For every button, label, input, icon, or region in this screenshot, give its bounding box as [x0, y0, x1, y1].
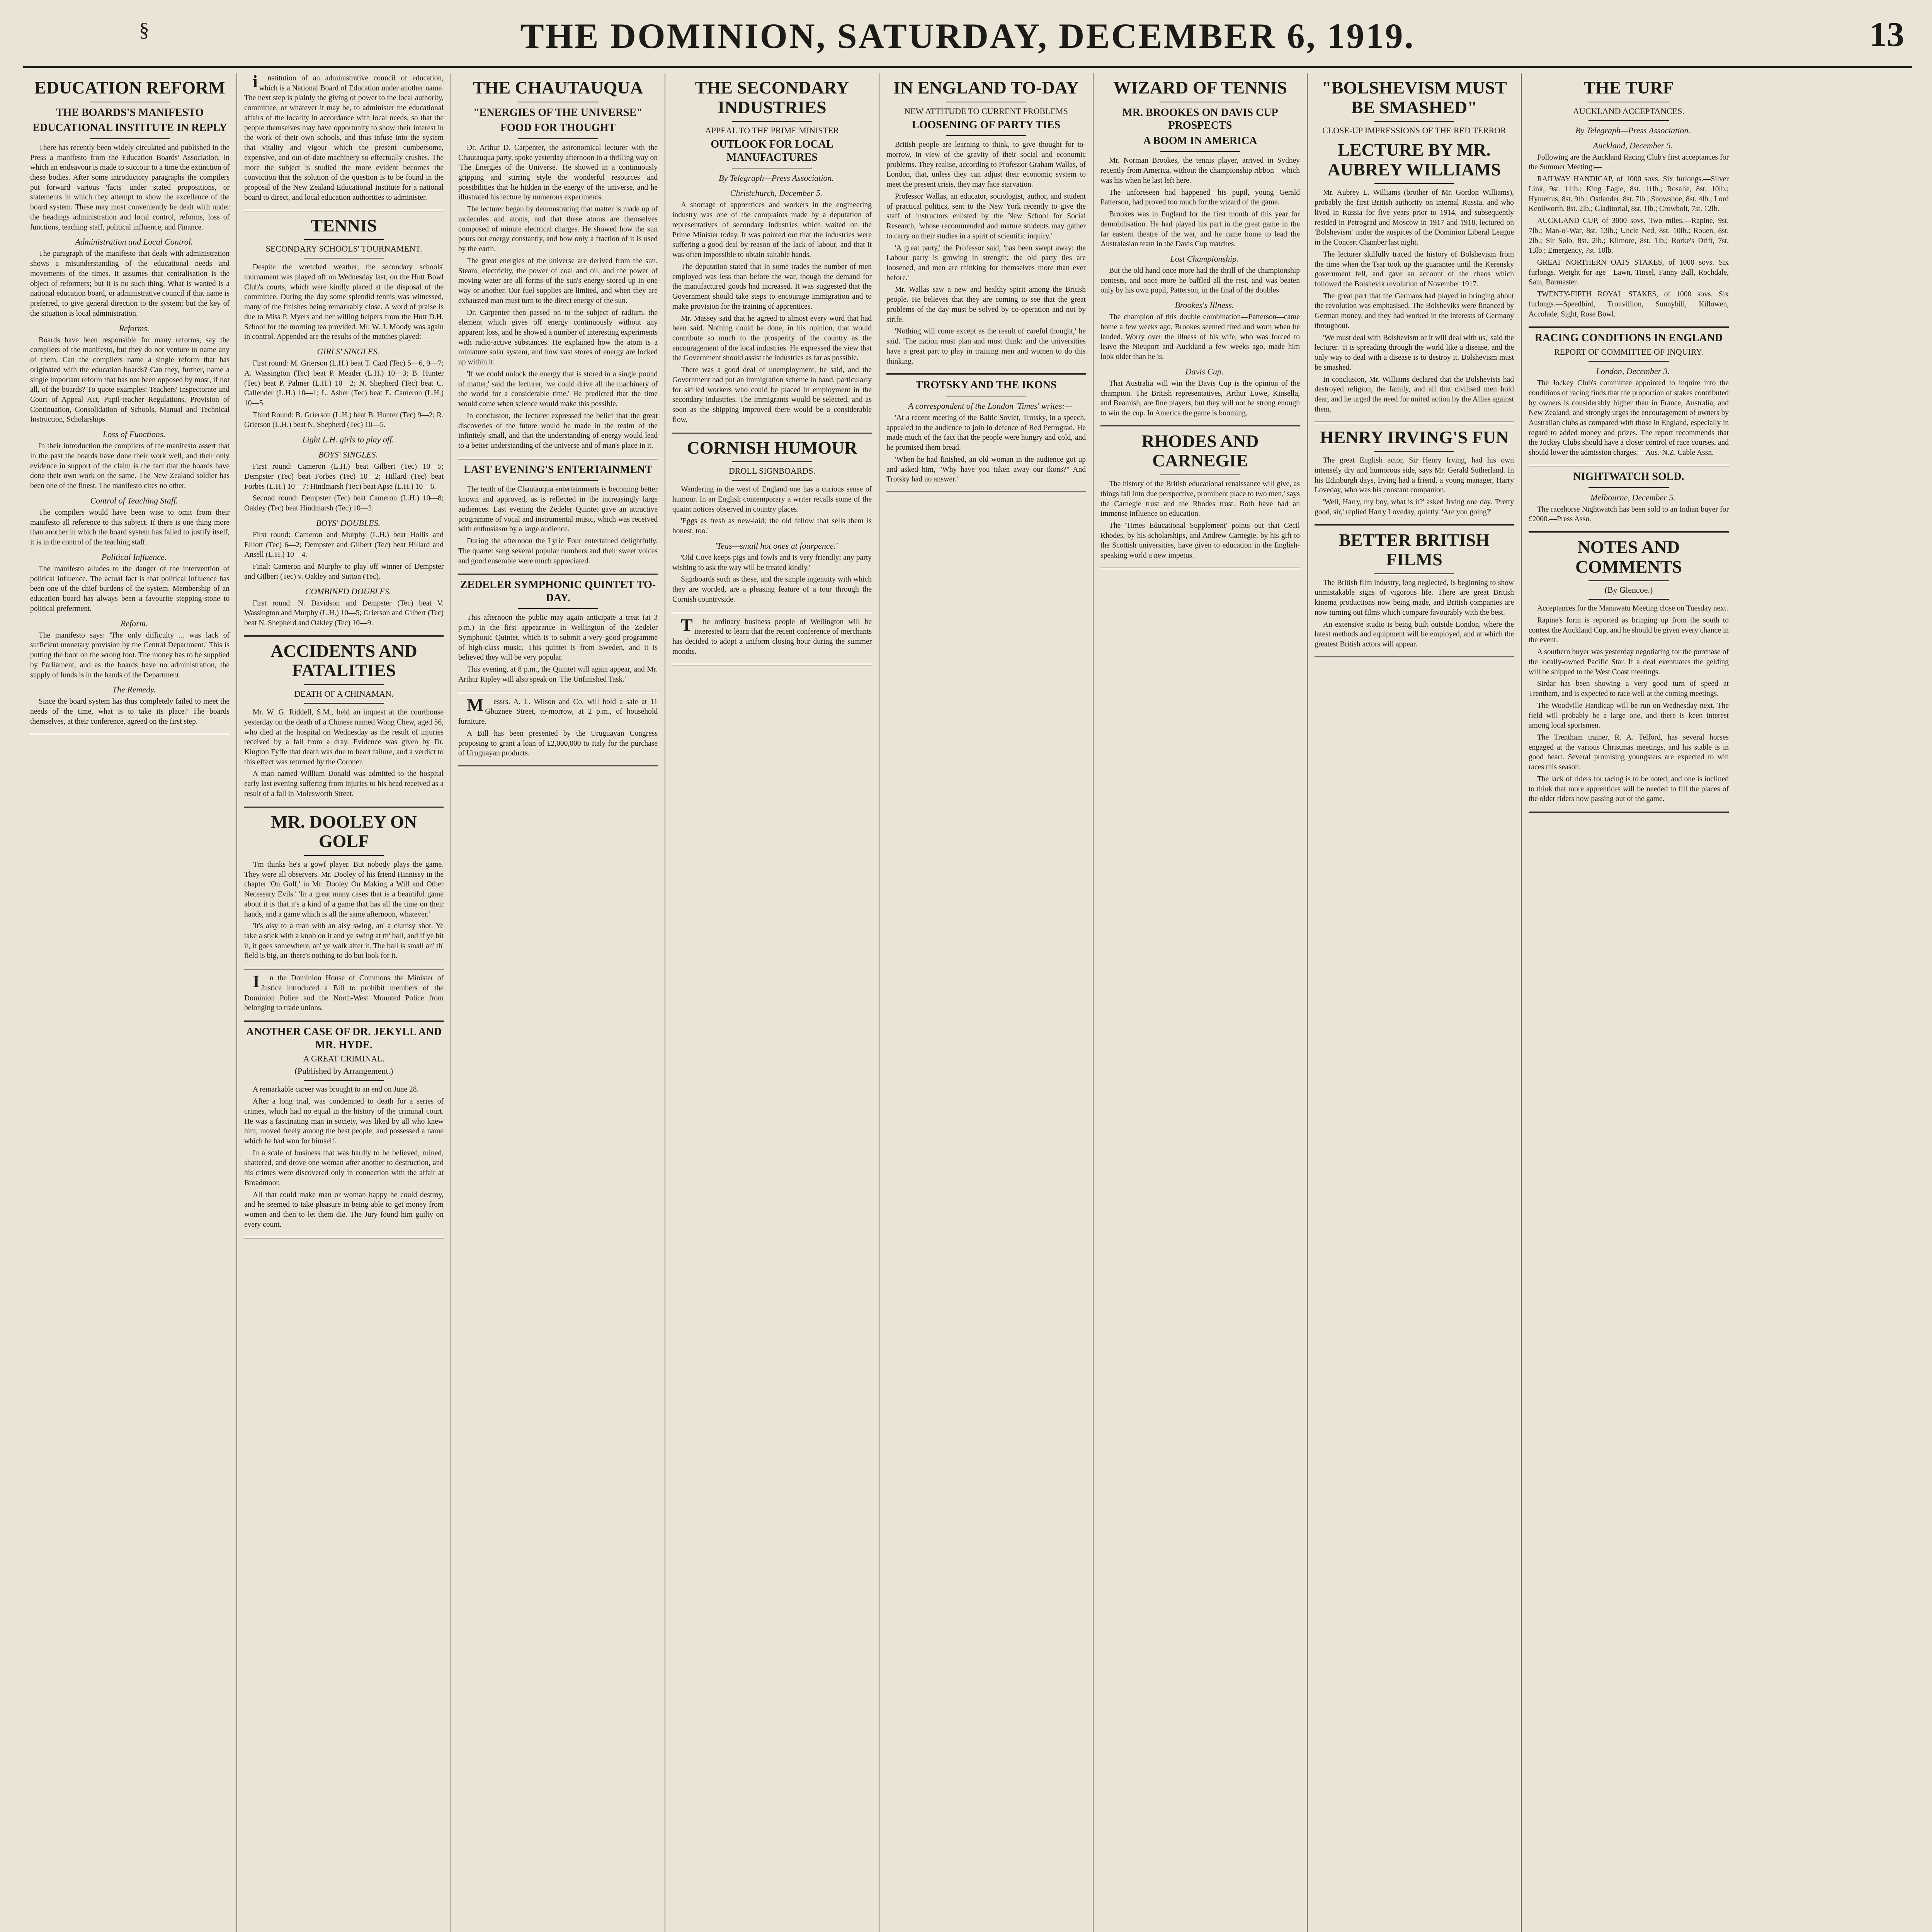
heading-divider [732, 461, 812, 462]
article [1529, 78, 1729, 319]
paragraph: Dr. Carpenter then passed on to the subject of radium, the element which gives off energy continuously without any apparent loss, and he showed a number of interesting experiments with radio-active substances. He explained how the atom is a miniature solar system, and how vast stores of energy are locked up within it. [458, 308, 658, 367]
paragraph: 'If we could unlock the energy that is stored in a single pound of matter,' said the lecturer, 'we could drive all the machinery of the world for a considerable time.' He predicted that the time would come when science would make this possible. [458, 370, 658, 408]
heading-divider [946, 135, 1026, 136]
section-subheading: The Remedy. [112, 685, 156, 695]
article-headline: THE SECONDARY INDUSTRIES [695, 78, 849, 117]
article-divider [1529, 811, 1729, 813]
section-subheading: Auckland, December 5. [1593, 140, 1673, 150]
paragraph: Third Round: B. Grierson (L.H.) beat B. Hunter (Tec) 9—2; R. Grierson (L.H.) beat N. Shepherd (Tec) 10—5. [244, 411, 444, 429]
column-5 [879, 73, 1094, 1932]
section-subheading: Political Influence. [101, 552, 167, 562]
article-headline: NOTES AND COMMENTS [1575, 537, 1682, 577]
paragraph: After a long trial, was condemned to death for a series of crimes, which had no equal in the history of the criminal court. He was a fascinating man in society, was liked by all who knew him, moved freely among the best people, and possessed a name which he had won for himself. [244, 1097, 444, 1145]
heading-divider [304, 684, 384, 685]
section-subheading: By Telegraph—Press Association. [1575, 125, 1691, 135]
article-headline: IN ENGLAND TO-DAY [893, 78, 1079, 97]
article-subheading: ANOTHER CASE OF DR. JEKYLL AND MR. HYDE. [246, 1026, 442, 1051]
paragraph: The racehorse Nightwatch has been sold to an Indian buyer for £2000.—Press Assn. [1529, 505, 1729, 524]
article-subheading: APPEAL TO THE PRIME MINISTER [705, 126, 839, 136]
article-headline: ACCIDENTS AND FATALITIES [270, 641, 417, 680]
paragraph: 'Nothing will come except as the result of careful thought,' he said. 'The nation must plan and must think; and the universities have a great part to play in training men and women to do this thinking.' [886, 327, 1086, 366]
paragraph: First round: N. Davidson and Dempster (Tec) beat V. Wassington and Murphy (L.H.) 10—5; Grierson and Gilbert (Tec) beat N. Shepherd and Oakley (Tec) 10—9. [244, 599, 444, 628]
paragraph: In conclusion, the lecturer expressed the belief that the great discoveries of the future would be made in the realm of the infinitely small, and that the understanding of energy would lead to a better understanding of the universe and of man's place in it. [458, 412, 658, 450]
paragraph: The tenth of the Chautauqua entertainments is becoming better known and approved, as is reflected in the increasingly large audiences. Last evening the Zedeler Quintet gave an attractive programme of vocal and instrumental music, which was received with enthusiasm by a large audience. [458, 485, 658, 534]
article [458, 78, 658, 451]
heading-divider [1374, 183, 1454, 184]
article-divider [1100, 568, 1300, 569]
paragraph: The Woodville Handicap will be run on Wednesday next. The field will probably be a large one, and there is keen interest among local sportsmen. [1529, 701, 1729, 730]
paragraph: The great English actor, Sir Henry Irving, had his own intensely dry and humorous side, says Mr. Gerald Sutherland. In his Edinburgh days, Irving had a friend, a young manager, Harry Loveday, who was his constant companion. [1315, 456, 1514, 495]
column-1 [23, 73, 237, 1932]
article-subheading: LAST EVENING'S ENTERTAINMENT [463, 463, 653, 476]
paragraph: AUCKLAND CUP, of 3000 sovs. Two miles.—Rapine, 9st. 7lb.; Man-o'-War, 8st. 13lb.; Uncle Ned, 8st. 10lb.; Rouen, 8st. 2lb.; Sir Solo, 8st. 2lb.; Kilmore, 8st. 1lb.; Rorke's Drift, 7st. 13lb.; Emergency, 7st. 10lb. [1529, 217, 1729, 255]
article-subheading: FOOD FOR THOUGHT [500, 122, 616, 134]
article [458, 463, 658, 566]
paragraph: The lecturer began by demonstrating that matter is made up of molecules and atoms, and that these atoms are themselves composed of minute electrical charges. He showed how the sun pours out energy constantly, and how only a fraction of it is used by the earth. [458, 205, 658, 253]
article-subheading: DROLL SIGNBOARDS. [728, 466, 816, 476]
section-subheading: Christchurch, December 5. [730, 188, 823, 198]
heading-divider [1588, 120, 1668, 121]
article-subheading: LOOSENING OF PARTY TIES [912, 119, 1061, 131]
article-divider [1529, 465, 1729, 466]
article [1315, 428, 1514, 517]
paragraph: GREAT NORTHERN OATS STAKES, of 1000 sovs. Six furlongs. Weight for age—Lawn, Tinsel, Fanny Ball, Rochdale, Sam, Barmaster. [1529, 259, 1729, 287]
paragraph: Following are the Auckland Racing Club's first acceptances for the Summer Meeting:— [1529, 153, 1729, 172]
paragraph: The lack of riders for racing is to be noted, and one is inclined to think that more apprentices will be needed to fill the places of the older riders now passing out of the game. [1529, 775, 1729, 803]
paragraph: Wandering in the west of England one has a curious sense of humour. In an English contemporary a writer recalls some of the quaint notices observed in country places. [672, 485, 872, 514]
paragraph: A remarkable career was brought to an end on June 28. [253, 1085, 419, 1094]
article-subheading: ZEDELER SYMPHONIC QUINTET TO-DAY. [460, 579, 656, 604]
paragraph: A Bill has been presented by the Uruguayan Congress proposing to grant a loan of £2,000,000 to Italy for the purchase of Uruguayan products. [458, 729, 658, 758]
paragraph: TWENTY-FIFTH ROYAL STAKES, of 1000 sovs. Six furlongs.—Speedbird, Trouvillion, Sunnyhill, Killowen, Accolade, Sight, Rose Bowl. [1529, 290, 1729, 318]
section-subheading: Melbourne, December 5. [1590, 492, 1675, 502]
paragraph: British people are learning to think, to give thought for to-morrow, in view of the gravity of their social and economic problems. They realise, according to Professor Graham Wallas, of London, that, unless they can adjust their economic system to meet the present crisis, they may face starvation. [886, 141, 1086, 189]
article [244, 1026, 444, 1230]
paragraph: This afternoon the public may again anticipate a treat (at 3 p.m.) in the first appearance in Wellington of the Zedeler Symphonic Quintet, which is to submit a very good programme of high-class music. This quintet is from Sweden, and it is believed they will be very popular. [458, 614, 658, 662]
paragraph: In their introduction the compilers of the manifesto assert that in the past the boards have done their work well, and their only evidence in support of the claim is the fact that the boards have done their own work on the same. The New Zealand soldier has been one of the finest. The manifesto cites no other. [30, 442, 230, 490]
paragraph: The deputation stated that in some trades the number of men employed was less than before the war, though the demand for the manufactured goods had increased. It was suggested that the Government should take steps to encourage immigration and to make provision for the training of apprentices. [672, 262, 872, 311]
paragraph: Brookes was in England for the first month of this year for demobilisation. He had played his part in the great game in the far eastern theatre of the war, and he came home to lead the Australasian team in the Davis Cup matches. [1100, 210, 1300, 248]
article-divider [244, 635, 444, 637]
page-number: 13 [1869, 15, 1904, 54]
article-subheading: NEW ATTITUDE TO CURRENT PROBLEMS [904, 106, 1068, 116]
paragraph: But the old hand once more had the thrill of the championship contests, and once more he baffled all the rest, and was beaten only by his own pupil, Patterson, in the final of the doubles. [1100, 267, 1300, 295]
article-headline: "BOLSHEVISM MUST BE SMASHED" [1321, 78, 1507, 117]
section-subheading: Brookes's Illness. [1175, 300, 1234, 310]
column-3 [451, 73, 665, 1932]
paragraph: Rapine's form is reported as bringing up from the south to contest the Auckland Cup, and he should be given every chance in the event. [1529, 616, 1729, 645]
section-subheading: BOYS' DOUBLES. [316, 518, 381, 528]
heading-divider [1588, 487, 1668, 488]
column-4 [665, 73, 879, 1932]
article-divider [672, 432, 872, 434]
paragraph: First round: Cameron and Murphy (L.H.) beat Hollis and Elliott (Tec) 6—2; Dempster and Gilbert (Tec) beat Hillard and Ansell (L.H.) 10—4. [244, 531, 444, 559]
article-subheading: EDUCATIONAL INSTITUTE IN REPLY [32, 122, 227, 134]
article-divider [244, 1237, 444, 1238]
paragraph: Mr. Wallas saw a new and healthy spirit among the British people. He believes that they are coming to see that the great problems of the day must be solved by co-operation and not by strife. [886, 286, 1086, 324]
section-subheading: Davis Cup. [1185, 366, 1224, 376]
paragraph: The ordinary business people of Wellington will be interested to learn that the recent conference of merchants has decided to adopt a uniform closing hour during the summer months. [672, 615, 872, 656]
paragraph: An extensive studio is being built outside London, where the latest methods and equipment will be employed, and at which the greatest British actors will appear. [1315, 620, 1514, 649]
paragraph: The Jockey Club's committee appointed to inquire into the conditions of racing finds that the proportion of stakes contributed by owners is considerably higher than in France, Australia, and New Zealand, and strongly urges the encouragement of owners by Australian clubs as compared with those in England, especially in regard to added money and prizes. The report recommends that the Jockey Clubs should have a closer control of race courses, and should lower the admission charges.—Aus.-N.Z. Cable Assn. [1529, 379, 1729, 457]
heading-divider [304, 239, 384, 240]
paragraph: Signboards such as these, and the simple ingenuity with which they are worded, are a pleasing feature of a tour through the Cornish countryside. [672, 575, 872, 604]
article [458, 578, 658, 684]
paragraph: During the afternoon the Lyric Four entertained delightfully. The quartet sang several popular numbers and their sweet voices and good ensemble were much appreciated. [458, 537, 658, 565]
paragraph: Messrs. A. L. Wilson and Co. will hold a sale at 11 Ghuznee Street, to-morrow, at 2 p.m., of household furniture. [458, 695, 658, 726]
paragraph: Boards have been responsible for many reforms, say the compilers of the manifesto, but they do not venture to name any of them. Can the compilers name a single reform that has originated with the education boards? Can they, further, name a single important reform that has not been opposed by most, if not all, of the boards? To quote examples: Teachers' Inspectorate and Court of Appeal Act, Pupil-teacher Regulations, Provision of Continuation, Consolidation of Schools, Manual and Technical Instruction, Scholarships. [30, 336, 230, 424]
heading-divider [1588, 599, 1668, 600]
article-headline: TENNIS [311, 215, 377, 235]
article-divider [1315, 656, 1514, 658]
article-headline: THE TURF [1583, 78, 1674, 97]
article-headline: MR. DOOLEY ON GOLF [271, 811, 417, 851]
section-subheading: COMBINED DOUBLES. [305, 586, 391, 596]
paragraph: There was a good deal of unemployment, he said, and the Government had put an immigration scheme in hand, particularly for skilled workers who could be placed in employment in the secondary industries. The immigrants would be selected, and as soon as the shipping improved there would be a considerable flow. [672, 366, 872, 424]
heading-divider [732, 480, 812, 481]
article-subheading: MR. BROOKES ON DAVIS CUP PROSPECTS [1122, 106, 1278, 132]
heading-divider [1588, 361, 1668, 362]
column-7 [1308, 73, 1522, 1932]
article-divider [244, 1020, 444, 1022]
article-divider [458, 573, 658, 575]
article-headline: HENRY IRVING'S FUN [1320, 427, 1509, 447]
article [1315, 78, 1514, 415]
section-mark: § [139, 19, 149, 41]
article-divider [1529, 531, 1729, 533]
heading-divider [304, 1080, 384, 1081]
paragraph: 'Old Cove keeps pigs and fowls and is very friendly; any party wishing to ask the way will be treated kindly.' [672, 553, 872, 572]
paragraph: The paragraph of the manifesto that deals with administration shows a misunderstanding of the educational needs and movements of the times. It assumes that centralisation is the object of reformers; but it is no such thing. What is wanted is a national education board, or administrative council if that name is preferred, to give general direction to the system; but the key of the situation is local administration. [30, 250, 230, 318]
columns-container [23, 73, 1912, 1932]
article-headline: RHODES AND CARNEGIE [1141, 431, 1259, 471]
paragraph: A man named William Donald was admitted to the hospital early last evening suffering from injuries to his head received as a result of a fall in Molesworth Street. [244, 770, 444, 798]
section-subheading: BOYS' SINGLES. [318, 450, 378, 460]
paragraph: 'At a recent meeting of the Baltic Soviet, Trotsky, in a speech, appealed to the audience to join in defence of Red Petrograd. He made much of the fact that the people were hungry and cold, and he promised them bread. [886, 413, 1086, 452]
paragraph: In a scale of business that was hardly to be believed, ruined, shattered, and drove one woman after another to destruction, and his crimes were discovered only in connection with the affair at Broadmoor. [244, 1149, 444, 1187]
heading-divider [304, 258, 384, 259]
column-6 [1094, 73, 1308, 1932]
article [1529, 332, 1729, 458]
article-divider [458, 458, 658, 459]
paragraph: Since the board system has thus completely failed to meet the needs of the time, what is to take its place? The boards themselves, at their conference, agreed on the first step. [30, 697, 230, 726]
article-subheading: (By Glencoe.) [1604, 585, 1653, 595]
article [886, 379, 1086, 485]
heading-divider [1588, 580, 1668, 581]
heading-divider [518, 608, 598, 609]
heading-divider [304, 855, 384, 856]
article-divider [458, 765, 658, 767]
article-subheading: AUCKLAND ACCEPTANCES. [1573, 106, 1684, 116]
article-divider [672, 664, 872, 665]
article-divider [886, 373, 1086, 375]
heading-divider [732, 121, 812, 122]
heading-divider [90, 138, 170, 139]
paragraph: This evening, at 8 p.m., the Quintet will again appear, and Mr. Arthur Ripley will also speak on 'The Unfinished Task.' [458, 665, 658, 684]
section-subheading: Control of Teaching Staff. [90, 495, 178, 505]
masthead [23, 8, 1912, 68]
article [672, 438, 872, 605]
paragraph: Mr. Aubrey L. Williams (brother of Mr. Gordon Williams), probably the first British authority on internal Russia, and who lived in Russia for five years prior to 1914, and subsequently resided in Petrograd and Moscow in 1917 and 1918, lectured on 'Bolshevism' under the auspices of the Dominion Liberal League in the Concert Chamber last night. [1315, 189, 1514, 247]
paragraph: 'Well, Harry, my boy, what is it?' asked Irving one day. 'Pretty good, sir,' replied Harry Loveday, quietly. 'Are you going?' [1315, 498, 1514, 516]
article-subheading: TROTSKY AND THE IKONS [915, 379, 1057, 391]
article-subheading: RACING CONDITIONS IN ENGLAND [1534, 332, 1723, 344]
article-subheading: SECONDARY SCHOOLS' TOURNAMENT. [265, 244, 422, 254]
article [244, 73, 444, 203]
article [672, 78, 872, 425]
paragraph: Sirdar has been showing a very good turn of speed at Trentham, and is expected to race well at the coming meetings. [1529, 680, 1729, 698]
article-headline: EDUCATION REFORM [34, 78, 225, 97]
section-subheading: Lost Championship. [1170, 253, 1239, 264]
paragraph: Final: Cameron and Murphy to play off winner of Dempster and Gilbert (Tec) v. Oakley and Sutton (Tec). [244, 563, 444, 581]
paragraph: The history of the British educational renaissance will give, as things fall into due perspective, prominent place to two men,' says the Carnegie trust and the Rhodes trust. Both have had an immense influence on education. [1100, 480, 1300, 518]
article-divider [1100, 425, 1300, 427]
section-subheading: London, December 3. [1596, 366, 1670, 376]
column-2 [237, 73, 451, 1932]
article-subheading: OUTLOOK FOR LOCAL MANUFACTURES [711, 138, 833, 163]
paragraph: All that could make man or woman happy he could destroy, and he seemed to take pleasure in being able to get money from women and then to let them die. The Jury found him guilty on every count. [244, 1190, 444, 1229]
paragraph: The great part that the Germans had played in bringing about the revolution was emphasised. The Bolsheviks were financed by German money, and they had worked in the interests of Germany throughout. [1315, 292, 1514, 330]
article-headline: BETTER BRITISH FILMS [1339, 530, 1490, 570]
section-subheading: By Telegraph—Press Association. [718, 173, 834, 183]
article-divider [244, 210, 444, 211]
article-subheading: REPORT OF COMMITTEE OF INQUIRY. [1554, 347, 1703, 357]
article-divider [244, 968, 444, 969]
article [244, 216, 444, 628]
paragraph: The champion of this double combination—Patterson—came home a few weeks ago, Brookes seemed tired and worn when he landed. Worry over the illness of his wife, who was forced to leave the Nieuport and Auckland a few weeks ago, made him look older than he is. [1100, 313, 1300, 361]
article [672, 617, 872, 657]
section-subheading: 'Teas—small hot ones at fourpence.' [715, 541, 838, 551]
paragraph: Acceptances for the Manawatu Meeting close on Tuesday next. [1537, 604, 1728, 613]
paragraph: That Australia will win the Davis Cup is the opinion of the champion. The British representatives, Arthur Lowe, Kinsella, and Beamish, are fine players, but they will not be strong enough to win the cup. In America the game is booming. [1100, 379, 1300, 418]
paragraph: First round: M. Grierson (L.H.) beat T. Card (Tec) 5—6, 9—7; A. Wassington (Tec) beat P. Meader (L.H.) 10—3; B. Hunter (Tec) beat P. Palmer (L.H.) 10—2; N. Shepherd (Tec) beat C. Callender (L.H.) 10—1; L. Asher (Tec) beat E. Cameron (L.H.) 10—5. [244, 359, 444, 407]
paragraph: In conclusion, Mr. Williams declared that the Bolshevists had destroyed religion, the family, and all that civilised men hold dear, and he urged the need for united action by the Allies against them. [1315, 375, 1514, 413]
paragraph: Second round: Dempster (Tec) beat Cameron (L.H.) 10—8; Oakley (Tec) beat Hindmarsh (Tec) 10—2. [244, 494, 444, 513]
article-subheading: "ENERGIES OF THE UNIVERSE" [473, 106, 643, 119]
heading-divider [518, 480, 598, 481]
column-8 [1522, 73, 1736, 1932]
paragraph: The great energies of the universe are derived from the sun. Steam, electricity, the power of coal and oil, and the power of moving water are all forms of the sun's energy stored up in one way or another. Our fuel supplies are limited, and when they are exhausted man must turn to the direct energy of the sun. [458, 257, 658, 305]
article-subheading: THE BOARDS'S MANIFESTO [56, 106, 204, 119]
article-subheading: A BOOM IN AMERICA [1143, 134, 1257, 147]
paragraph: Dr. Arthur D. Carpenter, the astronomical lecturer with the Chautauqua party, spoke yesterday afternoon in a thrilling way on 'The Energies of the Universe.' He showed in a continuously gripping and stirring style the wonderful resources and possibilities that lie hidden in the energy of the universe, and he illustrated his lecture by numerous experiments. [458, 143, 658, 202]
paragraph: 'We must deal with Bolshevism or it will deal with us,' said the lecturer. 'It is spreading through the world like a disease, and the only way to deal with a disease is to destroy it. Bolshevism must be smashed.' [1315, 333, 1514, 372]
paragraph: 'I'm thinks he's a gowf player. But nobody plays the game. They were all observers. Mr. Dooley of his friend Hinnissy in the chapter 'On Golf,' in Mr. Dooley On Making a Will and Other Necessary Evils.' 'In a great many cases that is a beautiful game about it is that it's a kind of a game that has all the time on their hands, and a game which is all the same afternoon, whatever.' [244, 860, 444, 918]
paragraph: A southern buyer was yesterday negotiating for the purchase of the locally-owned Pacific Star. If a deal eventuates the gelding will be shipped to the West Coast meetings. [1529, 648, 1729, 676]
paragraph: 'A great party,' the Professor said, 'has been swept away; the Labour party is growing in strength; the old party ties are loosened, and men are thinking for themselves more than ever before.' [886, 244, 1086, 282]
article-divider [1315, 524, 1514, 526]
section-subheading: Light L.H. girls to play off. [302, 435, 394, 445]
heading-divider [304, 703, 384, 704]
section-subheading: Reforms. [119, 323, 150, 333]
article-subheading: NIGHTWATCH SOLD. [1573, 470, 1684, 483]
paragraph: 'When he had finished, an old woman in the audience got up and asked him, "Why have you taken away our ikons?" And Trotsky had no answer.' [886, 455, 1086, 484]
article-divider [458, 692, 658, 693]
article [1315, 531, 1514, 650]
paragraph: The unforeseen had happened—his pupil, young Gerald Patterson, had proved too much for the wizard of the game. [1100, 188, 1300, 207]
article [244, 973, 444, 1013]
paragraph: First round: Cameron (L.H.) beat Gilbert (Tec) 10—5; Dempster (Tec) beat Forbes (Tec) 10—2; Hillard (Tec) beat Forbes (L.H.) 10—7; Hindmarsh (Tec) beat Apse (L.H.) 10—6. [244, 463, 444, 491]
heading-divider [1160, 474, 1240, 475]
paragraph: The manifesto alludes to the danger of the intervention of political influence. The actual fact is that political influence has been one of the chief burdens of the system. Membership of an education board has always been a favourite stepping-stone to political preferment. [30, 565, 230, 613]
article-subheading: DEATH OF A CHINAMAN. [294, 689, 394, 699]
paragraph: 'Eggs as fresh as new-laid; the old fellow that sells them is honest, too.' [672, 517, 872, 536]
paragraph: In the Dominion House of Commons the Minister of Justice introduced a Bill to prohibit members of the Dominion Police and the North-West Mounted Police from belonging to trade unions. [244, 971, 444, 1012]
paragraph: 'It's aisy to a man with an aisy swing, an' a clumsy shot. Ye take a stick with a knob on it and ye swing at th' ball, and if ye hit it, it goes somewhere, an' ye walk after it. The ball is small an' th' field is big, an' there's nothing to do but look for it.' [244, 922, 444, 960]
paragraph: Mr. Norman Brookes, the tennis player, arrived in Sydney recently from America, without the championship ribbon—which was his when he last left here. [1100, 156, 1300, 185]
article [1529, 537, 1729, 804]
paragraph: A shortage of apprentices and workers in the engineering industry was one of the complaints made by a deputation of representatives of secondary industries which waited on the Prime Minister today. It was pointed out that the industries were suffering a good deal by reason of the lack of labour, and that it was often impossible to obtain suitable hands. [672, 201, 872, 259]
article-divider [30, 734, 230, 735]
paragraph: Despite the wretched weather, the secondary schools' tournament was played off on Wednesday last, on the Hutt Bowl Club's courts, which were kindly placed at the disposal of the committee. During the day some splendid tennis was witnessed, many of the finishes being remarkably close. A word of praise is due to Miss P. Myers and her willing helpers from the Hutt D.H. School for the morning tea provided. Mr. W. J. Moody was again in control. Appended are the results of the matches played:— [244, 263, 444, 341]
heading-divider [1374, 121, 1454, 122]
article [244, 641, 444, 799]
paragraph: The lecturer skilfully traced the history of Bolshevism from the time when the Tsar took up the guarantee until the Kerensky government fell, and gave an account of the chaos which followed the Bolshevik revolution of November 1917. [1315, 250, 1514, 288]
heading-divider [1374, 451, 1454, 452]
article [458, 697, 658, 759]
article [30, 78, 230, 727]
paragraph: The compilers would have been wise to omit from their manifesto all reference to this subject. If there is one thing more than another in which the board system has failed to justify itself, it is in the control of the teaching staff. [30, 508, 230, 547]
paragraph: The British film industry, long neglected, is beginning to show unmistakable signs of vigorous life. There are great British kinema productions now being made, and British companies are now turning out films which compare favourably with the best. [1315, 578, 1514, 617]
section-subheading: Administration and Local Control. [75, 237, 193, 247]
article [1100, 432, 1300, 561]
paragraph: There has recently been widely circulated and published in the Press a manifesto from the Education Boards' Association, in which an endeavour is made to succour to a time the extinction of these bodies. After some introductory paragraphs the compilers put forward various 'facts' under stated propositions, or statements in which they attempt to show the excellence of the board system. These may most conveniently be dealt with under the headings administration and local control, reforms, loss of functions, teaching staff, political influence, and Finance. [30, 143, 230, 231]
article-headline: THE CHAUTAUQUA [473, 78, 643, 97]
paragraph: The Trentham trainer, R. A. Telford, has several horses engaged at the various Christmas meetings, and his stable is in good heart. Several promising youngsters are expected to win races this season. [1529, 733, 1729, 772]
article-subheading: (Published by Arrangement.) [294, 1066, 393, 1076]
article-headline: CORNISH HUMOUR [687, 437, 857, 457]
heading-divider [1160, 151, 1240, 152]
paragraph: Mr. Massey said that he agreed to almost every word that had been said. Nothing could be done, in his opinion, that would contribute so much to the prosperity of the country as the encouragement of the local industries. He expressed the view that the Government should assist the industries as far as possible. [672, 314, 872, 362]
paragraph: Professor Wallas, an educator, sociologist, author, and student of practical politics, sent to the New York recently to give the staff of instructors enlisted by the New School for Social Research, 'whose recommended and mature students may gather to carry on their studies in a spirit of scientific inquiry.' [886, 192, 1086, 240]
article-divider [886, 492, 1086, 493]
article-divider [1529, 326, 1729, 328]
article-subheading: A GREAT CRIMINAL. [303, 1054, 385, 1064]
paragraph: The 'Times Educational Supplement' points out that Cecil Rhodes, by his scholarships, and Andrew Carnegie, by his gift to the Scottish universities, have given to education in the English-speaking world a new impetus. [1100, 522, 1300, 560]
section-subheading: GIRLS' SINGLES. [317, 347, 379, 357]
newspaper-title: THE DOMINION, SATURDAY, DECEMBER 6, 1919. [520, 16, 1415, 56]
paragraph: institution of an administrative council of education, which is a National Board of Education under another name. The next step is plainly the giving of power to the local authority, committee, or whatever it may be, to administer the educational affairs of the locality in accordance with local needs, so that the people themselves may have opportunity to show their interest in the work of their own schools, and thus infuse into the system that vitality and vigour which the present cumbersome, expensive, and out-of-date machinery so effectually crushes. The more the subject is studied the more evident becomes the conviction that the solution of the question is to be found in the proposal of the New Zealand Educational Institute for a national board to direct, and local education authorities to administer. [244, 73, 444, 202]
article [1529, 470, 1729, 524]
paragraph: The manifesto says: 'The only difficulty ... was lack of sufficient monetary provision by the Central Department.' This is putting the boot on the wrong foot. The money has to be supplied by Parliament, and as the boards have no administration, the supply of funds is in the hands of the Department. [30, 631, 230, 679]
paragraph: RAILWAY HANDICAP, of 1000 sovs. Six furlongs.—Silver Link, 9st. 11lb.; King Eagle, 8st. 11lb.; Rosalie, 8st. 10lb.; Hymettus, 8st. 9lb.; Ostlander, 8st. 7lb.; Snowshoe, 8st. 4lb.; Lord Kenilworth, 8st. 2lb.; Gladitorial, 8st. 1lb.; Crowbolt, 7st. 12lb. [1529, 175, 1729, 213]
article-subheading: CLOSE-UP IMPRESSIONS OF THE RED TERROR [1322, 126, 1506, 136]
heading-divider [1374, 573, 1454, 574]
article-divider [1315, 422, 1514, 423]
article-headline: LECTURE BY MR. AUBREY WILLIAMS [1327, 140, 1501, 179]
article-divider [244, 806, 444, 808]
paragraph: Mr. W. G. Riddell, S.M., held an inquest at the courthouse yesterday on the death of a Chinese named Wong Chew, aged 56, who died at the hospital on Wednesday as the result of injuries received by a fall from a dray. Evidence was given by Dr. Kington Fyffe that death was due to heart failure, and a verdict to this effect was returned by the Coroner. [244, 708, 444, 766]
article [886, 78, 1086, 366]
heading-divider [518, 138, 598, 139]
article [1100, 78, 1300, 418]
section-subheading: Loss of Functions. [103, 429, 165, 439]
article-divider [672, 612, 872, 613]
section-subheading: A correspondent of the London 'Times' writes:— [908, 401, 1073, 411]
article [244, 812, 444, 961]
article-headline: WIZARD OF TENNIS [1113, 78, 1287, 97]
section-subheading: Reform. [120, 618, 148, 628]
